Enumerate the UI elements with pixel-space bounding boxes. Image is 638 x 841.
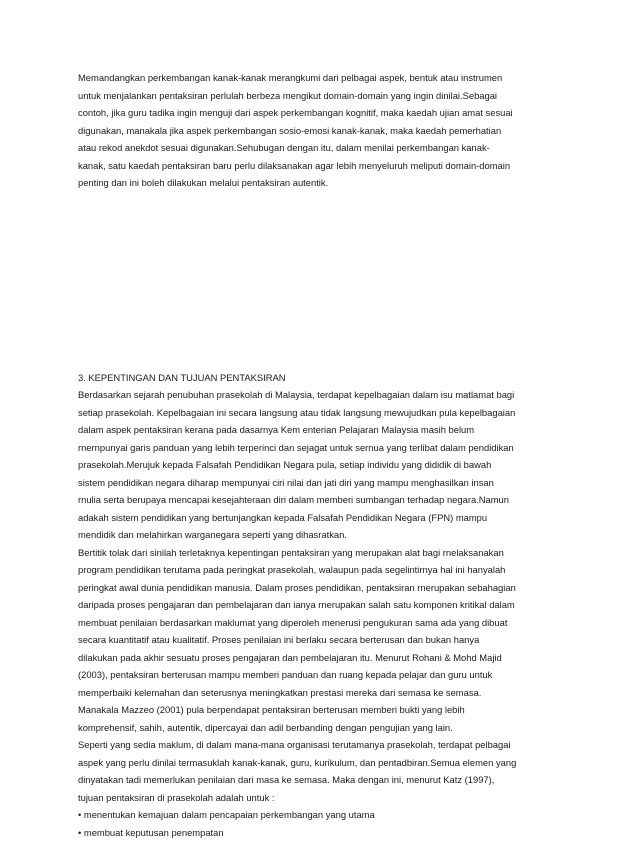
text-line: daripada proses pengajaran dan pembelajaran dan ianya rnerupakan salah satu komponen kritikal dalam: [78, 596, 578, 614]
text-line: Seperti yang sedia maklum, di dalam mana-mana organisasi terutamanya prasekolah, terdapat pelbagai: [78, 736, 578, 754]
text-line: peringkat awal dunia pendidikan manusia. Dalam proses pendidikan, pentaksiran rnerupakan sebahagian: [78, 579, 578, 597]
text-line: penting dan ini boleh dilakukan melalui pentaksiran autentik.: [78, 174, 578, 192]
text-line: atau rekod anekdot sesuai digunakan.Sehubugan dengan itu, dalam menilai perkembangan kanak-: [78, 139, 578, 157]
section-kepentingan: [78, 369, 578, 841]
text-line: rnulia serta berupaya mencapai kesejahteraan diri dalam memberi sumbangan terhadap negara.Namun: [78, 491, 578, 509]
section-heading: 3. KEPENTINGAN DAN TUJUAN PENTAKSIRAN: [78, 369, 578, 386]
text-line: dilakukan pada akhir sesuatu proses pengajaran dan pembelajaran itu. Menurut Rohani & Mohd Majid: [78, 649, 578, 667]
intro-paragraph: [78, 69, 578, 192]
bullet-item: • menentukan kemajuan dalam pencapaian perkembangan yang utama: [78, 806, 578, 824]
text-line: secara kuantitatif atau kualitatif. Proses penilaian ini berlaku secara berterusan dan bukan hanya: [78, 631, 578, 649]
text-line: rnernpunyai garis panduan yang lebih terperinci dan sejagat untuk sernua yang terlibat dalam pendidikan: [78, 439, 578, 457]
text-line: aspek yang perlu dinilai termasuklah kanak-kanak, guru, kurikulum, dan pentadbiran.Semua elemen yang: [78, 754, 578, 772]
text-line: mendidik dan melahirkan warganegara seperti yang dihasratkan.: [78, 526, 578, 544]
text-line: contoh, jika guru tadika ingin menguji dari aspek perkembangan kognitif, maka kaedah ujian amat sesuai: [78, 104, 578, 122]
text-line: tujuan pentaksiran di prasekolah adalah untuk :: [78, 789, 578, 807]
text-line: sistem pendidikan negara diharap mempunyai ciri nilai dan jati diri yang mampu menghasilkan insan: [78, 474, 578, 492]
text-line: setiap prasekolah. Kepelbagaian ini secara langsung atau tidak langsung mewujudkan pula kepelbagaian: [78, 404, 578, 422]
text-line: membuat penilaian berdasarkan maklumat yang diperoleh menerusi pengukuran sama ada yang dibuat: [78, 614, 578, 632]
text-line: kanak, satu kaedah pentaksiran baru perlu dilaksanakan agar lebih menyeluruh meliputi domain-domain: [78, 157, 578, 175]
text-line: Manakala Mazzeo (2001) pula berpendapat pentaksiran berterusan memberi bukti yang lebih: [78, 701, 578, 719]
text-line: Berdasarkan sejarah penubuhan prasekolah di Malaysia, terdapat kepelbagaian dalam isu matlamat bagi: [78, 386, 578, 404]
text-line: digunakan, manakala jika aspek perkembangan sosio-emosi kanak-kanak, maka kaedah pemerhatian: [78, 122, 578, 140]
text-line: untuk menjalankan pentaksiran perlulah berbeza mengikut domain-domain yang ingin dinilai.Sebagai: [78, 87, 578, 105]
text-line: prasekolah.Merujuk kepada Falsafah Pendidikan Negara pula, setiap individu yang dididik di bawah: [78, 456, 578, 474]
text-line: dinyatakan tadi memerlukan penilaian dari masa ke semasa. Maka dengan ini, menurut Katz (1997),: [78, 771, 578, 789]
text-line: komprehensif, sahih, autentik, dipercayai dan adil berbanding dengan pengujian yang lain.: [78, 719, 578, 737]
text-line: Memandangkan perkembangan kanak-kanak merangkumi dari pelbagai aspek, bentuk atau instrumen: [78, 69, 578, 87]
bullet-item: • membuat keputusan penempatan: [78, 824, 578, 841]
text-line: program pendidikan terutama pada peringkat prasekolah, walaupun pada segelintirnya hal ini hanyalah: [78, 561, 578, 579]
text-line: dalam aspek pentaksiran kerana pada dasarnya Kem enterian Pelajaran Malaysia masih belum: [78, 421, 578, 439]
text-line: memperbaiki kelemahan dan seterusnya meningkatkan prestasi mereka dari semasa ke semasa.: [78, 684, 578, 702]
text-line: adakah sistem pendidikan yang bertunjangkan kepada Falsafah Pendidikan Negara (FPN) mampu: [78, 509, 578, 527]
text-line: Bertitik tolak dari sinilah terletaknya kepentingan pentaksiran yang merupakan alat bagi rnelaksanakan: [78, 544, 578, 562]
text-line: (2003), pentaksiran berterusan mampu memberi panduan dan ruang kepada pelajar dan guru untuk: [78, 666, 578, 684]
